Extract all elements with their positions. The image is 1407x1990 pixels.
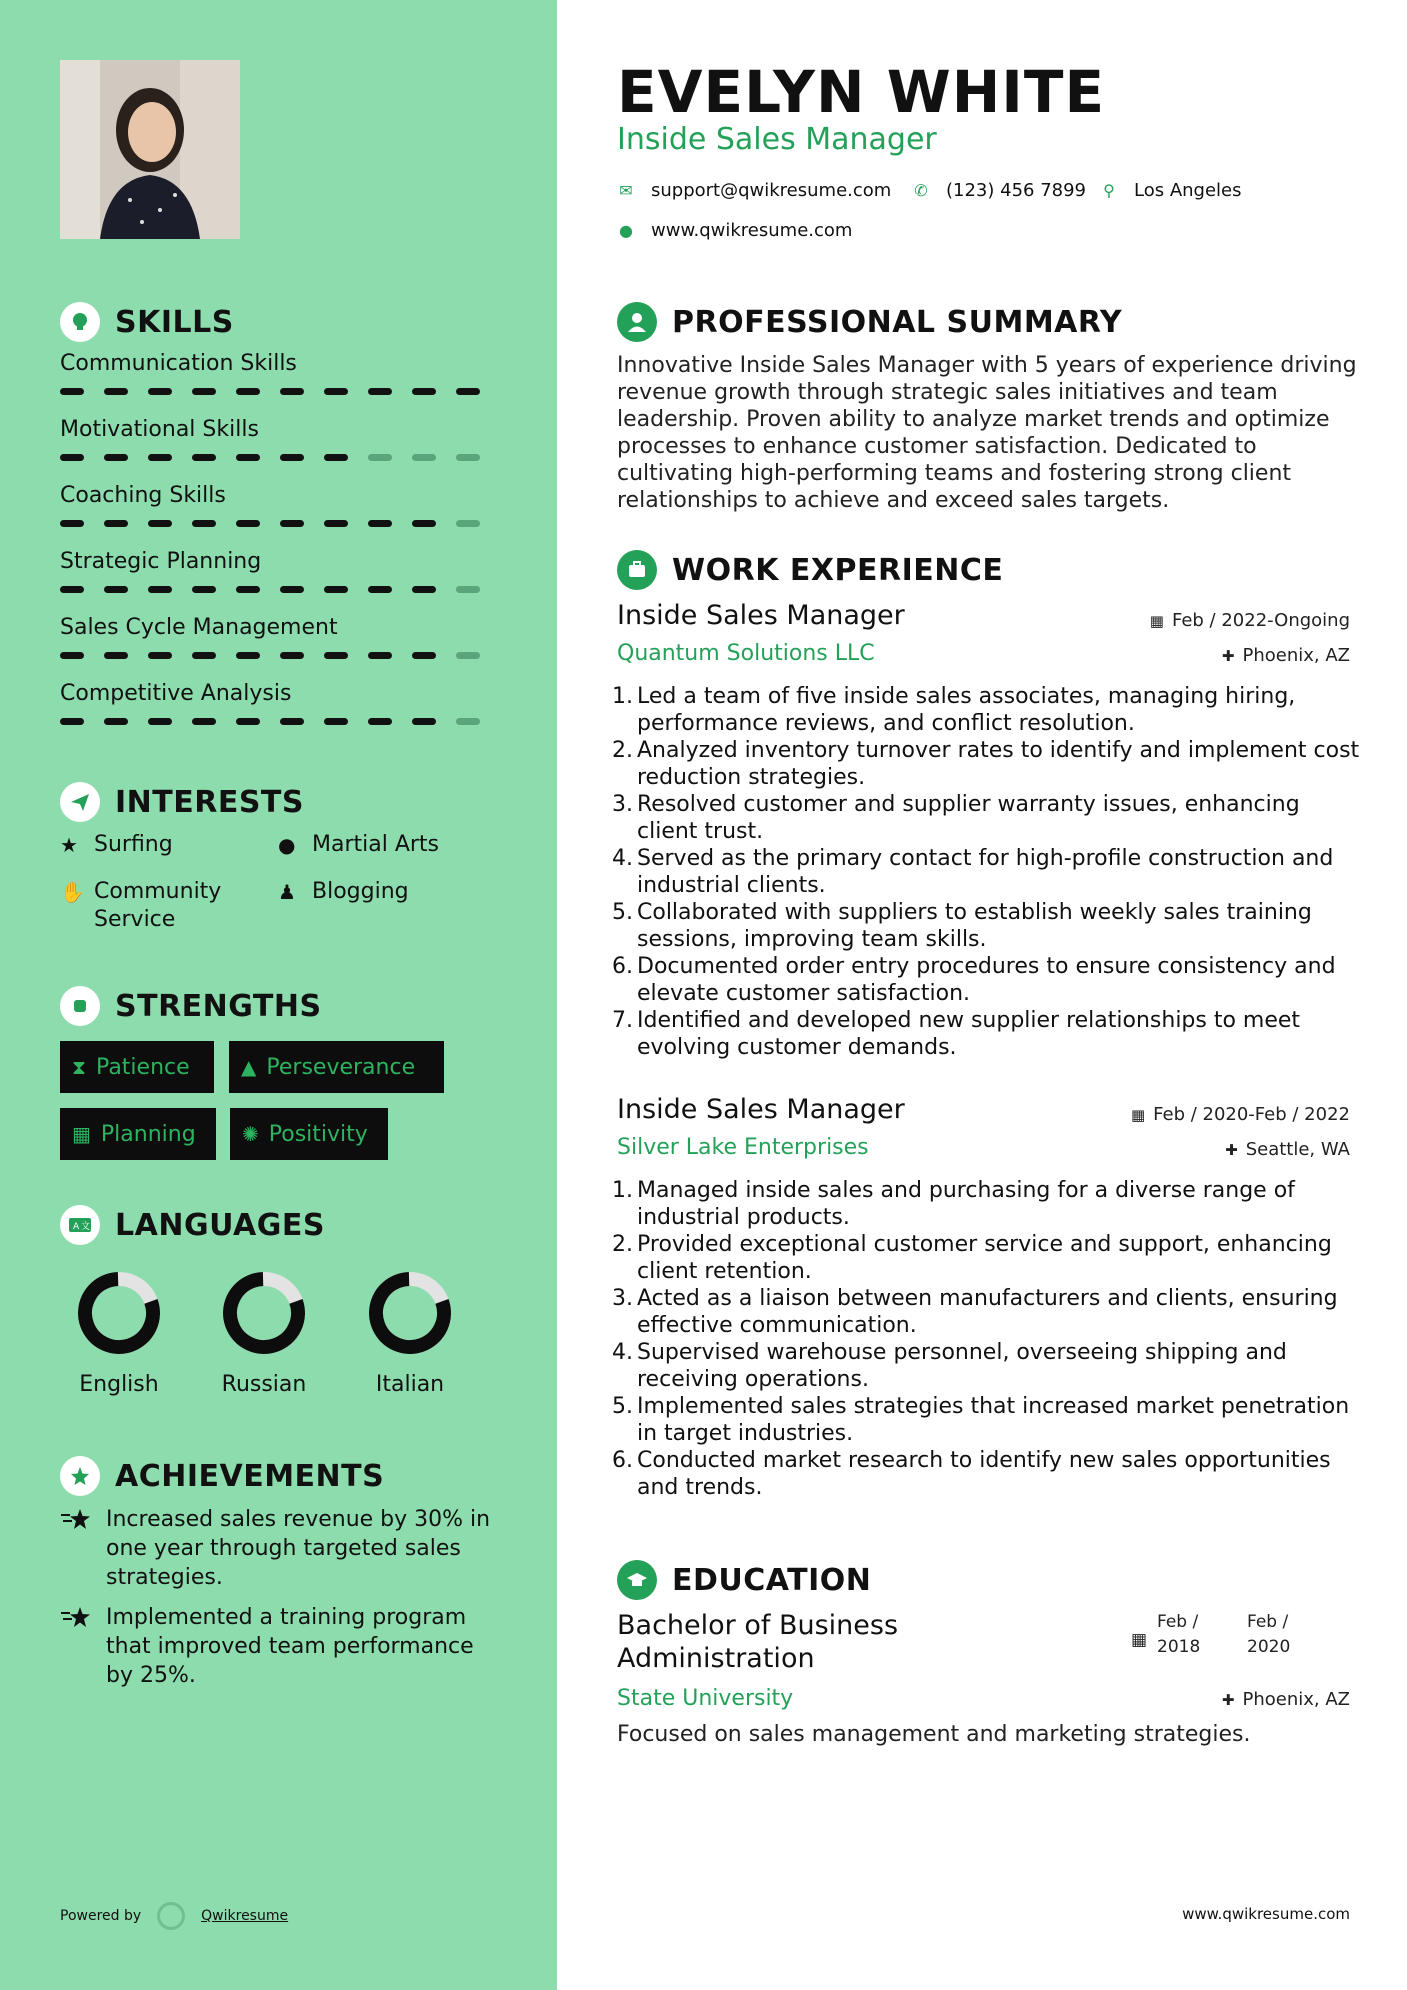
duty-number: 5. [612,1394,633,1419]
skill-level-dash [368,586,392,593]
language-level-donut [219,1268,309,1358]
duty-number: 3. [612,1286,633,1311]
language-label: English [79,1372,159,1397]
duty-item [612,737,1367,791]
hand-icon: ✋ [60,880,85,904]
skill-name: Sales Cycle Management [60,615,338,640]
skill-level-dash [324,586,348,593]
qwikresume-logo-icon [157,1902,185,1930]
strength-badge [60,1041,214,1093]
strength-label: Perseverance [266,1054,416,1080]
skill-level-dash [280,652,304,659]
language-level-donut [365,1268,455,1358]
skill-level-dash [456,718,480,725]
interest-label: Blogging [312,879,409,904]
degree-line: Bachelor of Business [617,1610,899,1641]
school-name: State University [617,1686,794,1711]
job-location-text: Phoenix, AZ [1242,645,1350,666]
edu-start-line: Feb / [1157,1612,1199,1632]
summary-text: Innovative Inside Sales Manager with 5 years of experience driving revenue growth through strategic sales initiatives and team leadership. Proven ability to analyze market trends and optimize processes to enhance customer satisfaction. Dedicated to cultivating high-performing teams and fostering strong client relationships to achieve and exceed sales targets. [617,353,1357,513]
user-icon [617,302,657,342]
skill-item [60,350,500,395]
skill-level-bar [60,586,500,593]
skill-level-dash [148,718,172,725]
calendar-icon: ▦ [1130,1105,1146,1124]
job-title: Inside Sales Manager [617,600,905,631]
skill-item [60,416,500,461]
duty-text: Acted as a liaison between manufacturers and clients, ensuring effective communication. [637,1286,1338,1338]
map-pin-icon: ⚲ [1103,181,1115,200]
skill-level-dash [412,652,436,659]
language-item [355,1268,465,1397]
skill-level-dash [192,718,216,725]
achievements-title: ACHIEVEMENTS [115,1458,385,1494]
skill-level-dash [236,718,260,725]
skill-level-dash [104,454,128,461]
skill-item [60,680,500,725]
languages-title: LANGUAGES [115,1207,325,1243]
education-title: EDUCATION [672,1562,872,1598]
skill-level-dash [192,388,216,395]
svg-text:文: 文 [81,1222,91,1232]
skill-level-dash [368,520,392,527]
website-text: www.qwikresume.com [651,220,853,241]
globe-icon: ● [619,221,633,240]
strength-badge [229,1041,444,1093]
fist-icon [60,986,100,1026]
skill-level-dash [368,388,392,395]
interest-label: Community Service [94,879,222,932]
duty-number: 6. [612,1448,633,1473]
skill-level-dash [324,652,348,659]
skills-header [60,302,234,342]
skill-level-dash [412,718,436,725]
skill-level-dash [60,586,84,593]
skill-level-dash [192,454,216,461]
skill-level-dash [280,388,304,395]
skill-name: Communication Skills [60,351,297,376]
interest-item [60,878,240,934]
duty-text: Collaborated with suppliers to establish weekly sales training sessions, improving team skills. [637,900,1312,952]
skill-level-dash [60,388,84,395]
duty-number: 1. [612,684,633,709]
education-header [617,1560,871,1600]
duty-item [612,953,1367,1007]
experience-title: WORK EXPERIENCE [672,552,1004,588]
interests-header [60,782,304,822]
experience-header [617,550,1003,590]
footer-url[interactable]: www.qwikresume.com [1182,1905,1350,1923]
shooting-star-icon [60,1603,92,1690]
skill-level-dash [456,520,480,527]
skill-name: Motivational Skills [60,417,259,442]
degree-line: Administration [617,1643,815,1674]
skill-level-dash [368,454,392,461]
briefcase-icon [617,550,657,590]
strength-label: Positivity [268,1121,368,1147]
contact-phone[interactable] [912,180,1086,201]
skill-level-dash [324,520,348,527]
edu-start-line: 2018 [1157,1637,1201,1657]
skill-level-dash [148,586,172,593]
skill-level-dash [324,388,348,395]
achievement-item [60,1505,500,1592]
job-dates [1150,610,1350,631]
strength-label: Planning [100,1121,196,1147]
skill-name: Strategic Planning [60,549,262,574]
skill-level-dash [236,454,260,461]
paper-plane-icon [60,782,100,822]
duty-item [612,1285,1367,1339]
skill-level-dash [412,586,436,593]
duty-text: Led a team of five inside sales associates, managing hiring, performance reviews, and conflict resolution. [637,684,1296,736]
interest-item [60,831,173,859]
job-duties [612,683,1367,1061]
skill-level-bar [60,520,500,527]
skill-level-dash [148,652,172,659]
skill-level-dash [368,652,392,659]
skill-level-dash [236,652,260,659]
pin-icon: ✚ [1225,1140,1238,1159]
star-badge-icon [60,1456,100,1496]
calendar-icon: ▦ [1131,1630,1148,1650]
skill-item [60,548,500,593]
contact-website[interactable] [617,220,852,241]
duty-text: Implemented sales strategies that increased market penetration in target industries. [637,1394,1350,1446]
skills-title: SKILLS [115,304,234,340]
skill-level-dash [412,520,436,527]
pin-icon: ✚ [1221,646,1235,665]
duty-text: Resolved customer and supplier warranty issues, enhancing client trust. [637,792,1300,844]
job-location [1225,1139,1350,1160]
interests-title: INTERESTS [115,784,304,820]
skill-level-dash [236,388,260,395]
powered-by-label: Powered by [60,1908,142,1924]
duty-number: 5. [612,900,633,925]
skill-level-dash [368,718,392,725]
contact-location [1100,180,1242,201]
job-title: Inside Sales Manager [617,1094,905,1125]
phone-icon: ✆ [914,181,928,200]
powered-by [60,1902,288,1930]
skill-level-dash [192,652,216,659]
profile-photo [60,60,240,239]
skill-level-dash [280,520,304,527]
strength-badge [60,1108,216,1160]
job-dates-text: Feb / 2020-Feb / 2022 [1153,1104,1350,1125]
language-label: Russian [221,1372,307,1397]
languages-header [60,1205,325,1245]
duty-item [612,899,1367,953]
calendar-icon: ▦ [1149,611,1164,630]
duty-item [612,1339,1367,1393]
globe-icon: ● [278,833,296,857]
skill-item [60,614,500,659]
main-content [557,0,1407,1990]
brand-link[interactable]: Qwikresume [201,1908,289,1924]
duty-number: 6. [612,954,633,979]
lightbulb-icon [60,302,100,342]
skill-level-dash [236,586,260,593]
skill-level-dash [236,520,260,527]
duty-item [612,1231,1367,1285]
skill-name: Competitive Analysis [60,681,292,706]
degree-title [617,1609,898,1675]
strengths-header [60,986,322,1026]
duty-number: 2. [612,1232,633,1257]
skill-level-bar [60,454,500,461]
road-icon: ▲ [241,1055,257,1079]
strength-badge [230,1108,388,1160]
duty-text: Documented order entry procedures to ensure consistency and elevate customer satisfaction. [637,954,1336,1006]
hourglass-icon: ⧗ [72,1055,87,1079]
pin-icon: ✚ [1221,1690,1235,1709]
edu-description: Focused on sales management and marketing strategies. [617,1722,1251,1747]
skill-level-dash [324,454,348,461]
duty-item [612,1393,1367,1447]
skill-level-dash [148,520,172,527]
graduation-icon [617,1560,657,1600]
skill-level-bar [60,652,500,659]
duty-number: 4. [612,1340,633,1365]
duty-text: Provided exceptional customer service and support, enhancing client retention. [637,1232,1332,1284]
strength-label: Patience [96,1054,190,1080]
edu-end-line: Feb / [1247,1612,1289,1632]
edu-end-line: 2020 [1247,1637,1291,1657]
sun-icon: ✺ [242,1122,259,1146]
skill-level-dash [324,718,348,725]
achievement-text: Implemented a training program that improved team performance by 25%. [106,1605,474,1688]
interest-label: Surfing [94,832,173,857]
skill-level-bar [60,388,500,395]
job-location-text: Seattle, WA [1245,1139,1350,1160]
skill-level-dash [104,718,128,725]
job-dates [1131,1104,1350,1125]
duty-number: 2. [612,738,633,763]
skill-level-dash [192,520,216,527]
duty-number: 1. [612,1178,633,1203]
interest-item [278,831,439,859]
skill-level-bar [60,718,500,725]
skill-level-dash [456,652,480,659]
svg-text:A: A [73,1222,80,1232]
skill-item [60,482,500,527]
skill-level-dash [456,586,480,593]
skill-level-dash [104,520,128,527]
achievements-header [60,1456,384,1496]
skill-level-dash [60,454,84,461]
duty-number: 7. [612,1008,633,1033]
summary-title: PROFESSIONAL SUMMARY [672,304,1123,340]
skill-level-dash [412,388,436,395]
skill-level-dash [280,586,304,593]
skill-level-dash [280,454,304,461]
skill-name: Coaching Skills [60,483,226,508]
interest-item [278,878,409,906]
duty-number: 4. [612,846,633,871]
duty-text: Identified and developed new supplier relationships to meet evolving customer demands. [637,1008,1301,1060]
skill-level-dash [148,454,172,461]
skill-level-dash [456,388,480,395]
edu-end-date [1247,1610,1290,1660]
company-name: Quantum Solutions LLC [617,641,875,666]
duty-item [612,1177,1367,1231]
summary-header [617,302,1122,342]
duty-text: Analyzed inventory turnover rates to identify and implement cost reduction strategies. [637,738,1360,790]
duty-text: Managed inside sales and purchasing for a diverse range of industrial products. [637,1178,1295,1230]
star-icon: ★ [60,833,78,857]
job-duties [612,1177,1367,1501]
language-item [64,1268,174,1397]
sidebar [0,0,557,1990]
envelope-icon: ✉ [619,181,633,200]
interest-label: Martial Arts [312,832,440,857]
calendar-icon: ▦ [72,1122,91,1146]
translate-icon [60,1205,100,1245]
language-level-donut [74,1268,164,1358]
location-text: Los Angeles [1134,180,1242,201]
duty-text: Conducted market research to identify new sales opportunities and trends. [637,1448,1331,1500]
skill-level-dash [60,718,84,725]
duty-item [612,1447,1367,1501]
edu-start-date [1157,1610,1200,1660]
duty-text: Served as the primary contact for high-profile construction and industrial clients. [637,846,1334,898]
duty-item [612,683,1367,737]
skill-level-dash [104,388,128,395]
skill-level-dash [60,652,84,659]
duty-item [612,791,1367,845]
candidate-title: Inside Sales Manager [617,122,937,157]
skill-level-dash [280,718,304,725]
phone-text: (123) 456 7899 [946,180,1087,201]
language-item [209,1268,319,1397]
skill-level-dash [412,454,436,461]
edu-location-text: Phoenix, AZ [1242,1689,1350,1710]
edu-location [1222,1689,1350,1710]
shooting-star-icon [60,1505,92,1592]
candidate-name: EVELYN WHITE [617,58,1106,126]
skill-level-dash [148,388,172,395]
skill-level-dash [104,586,128,593]
company-name: Silver Lake Enterprises [617,1135,869,1160]
skill-level-dash [192,586,216,593]
achievement-item [60,1603,500,1690]
skill-level-dash [456,454,480,461]
duty-item [612,1007,1367,1061]
achievement-text: Increased sales revenue by 30% in one year through targeted sales strategies. [106,1507,491,1590]
users-icon: ♟ [278,880,296,904]
email-text: support@qwikresume.com [651,180,892,201]
language-label: Italian [375,1372,445,1397]
job-dates-text: Feb / 2022-Ongoing [1171,610,1350,631]
duty-item [612,845,1367,899]
job-location [1222,645,1350,666]
duty-number: 3. [612,792,633,817]
skill-level-dash [60,520,84,527]
duty-text: Supervised warehouse personnel, overseeing shipping and receiving operations. [637,1340,1287,1392]
contact-email[interactable] [617,180,891,201]
skill-level-dash [104,652,128,659]
strengths-title: STRENGTHS [115,988,322,1024]
